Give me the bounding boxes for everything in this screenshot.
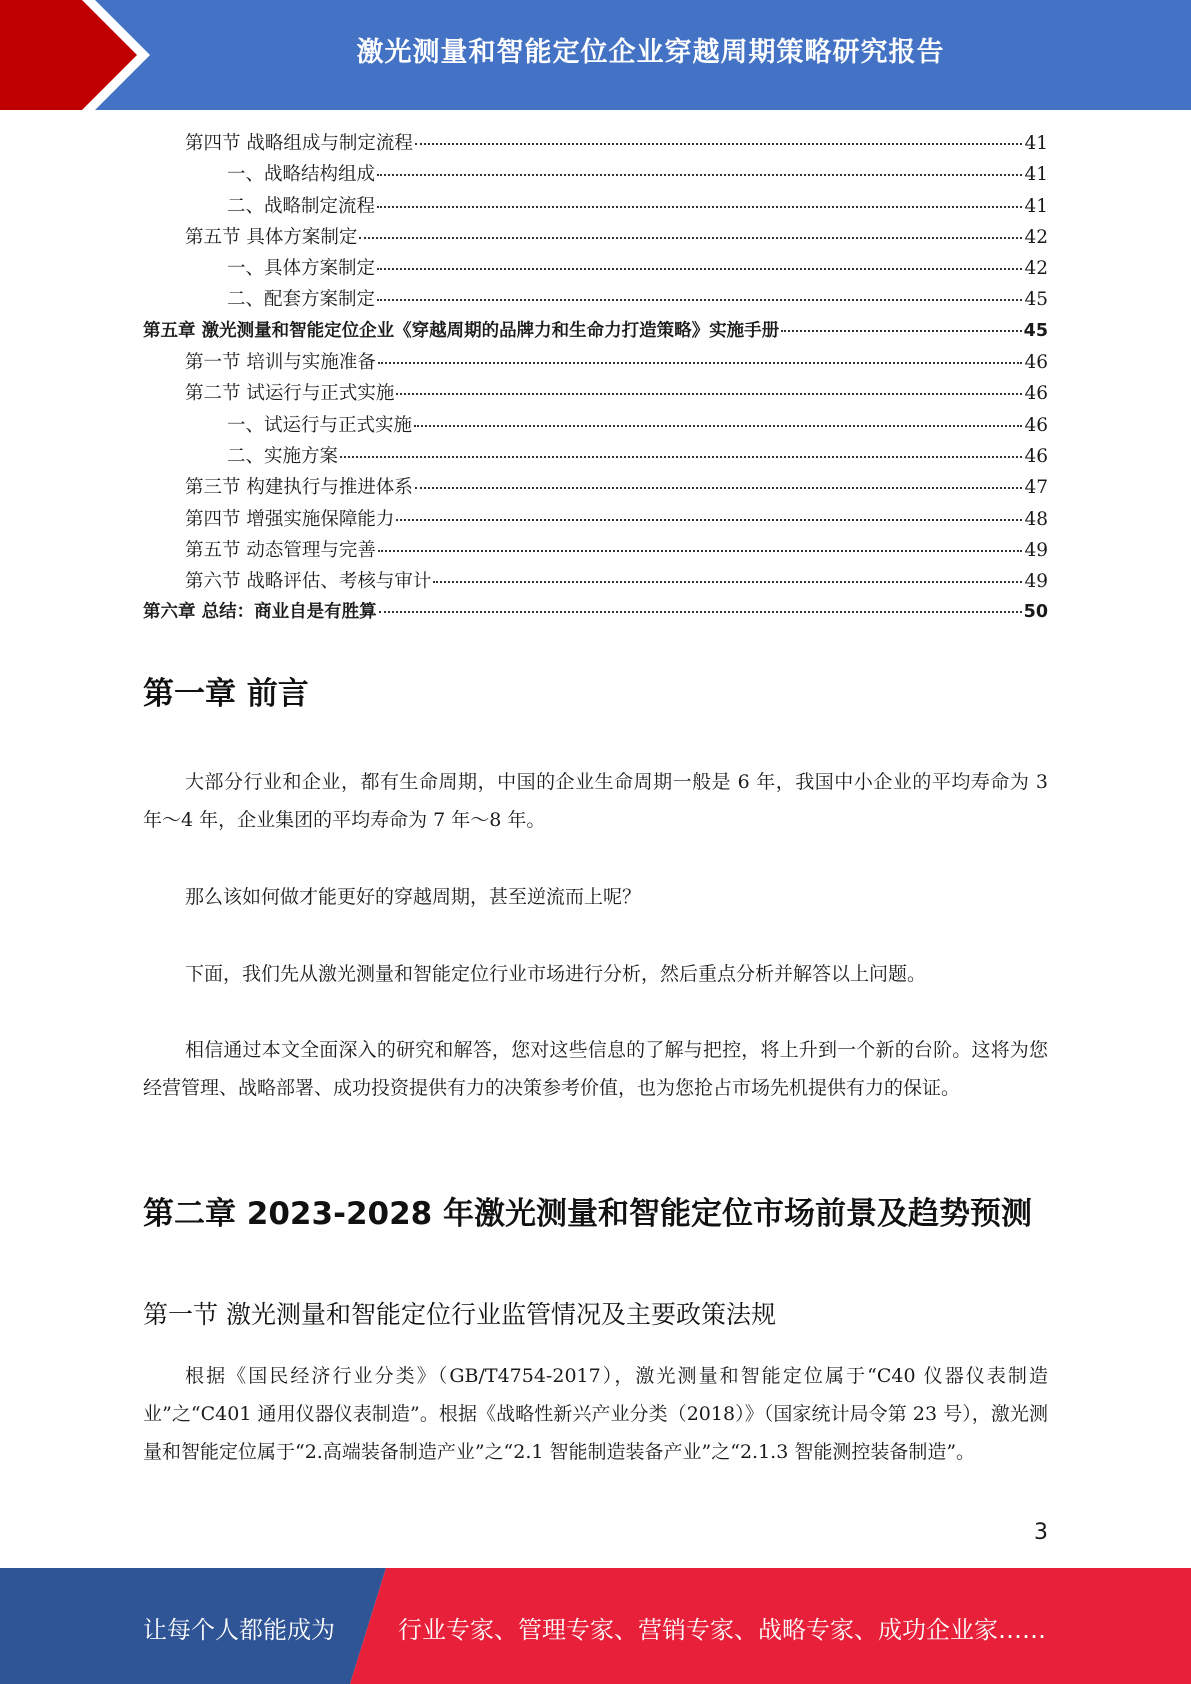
toc-entry-page: 46 (1024, 414, 1048, 436)
toc-entry[interactable] (143, 597, 1048, 628)
toc-entry-label: 第四节 战略组成与制定流程 (185, 133, 413, 154)
toc-dot-leader (377, 173, 1022, 176)
toc-entry-page: 46 (1024, 352, 1048, 374)
toc-entry[interactable] (143, 222, 1048, 253)
toc-entry[interactable] (143, 253, 1048, 284)
toc-entry-page: 42 (1024, 226, 1048, 248)
page-number: 3 (1034, 1520, 1048, 1545)
toc-entry-page: 49 (1024, 539, 1048, 561)
toc-dot-leader (378, 549, 1023, 552)
report-title: 激光测量和智能定位企业穿越周期策略研究报告 (356, 37, 945, 68)
toc-entry[interactable] (143, 410, 1048, 441)
footer-slogan-left: 让每个人都能成为 (143, 1616, 335, 1644)
section-paragraph: 根据《国民经济行业分类》（GB/T4754-2017），激光测量和智能定位属于“C40 仪器仪表制造业”之“C401 通用仪器仪表制造”。根据《战略性新兴产业分类（2018）》（国家统计局令第 23 号），激光测量和智能定位属于“2.高端装备制造产业”之“2.1 智能制造装备产业”之“2.1.3 智能测控装备制造”。 (143, 1365, 1048, 1463)
toc-dot-leader (377, 205, 1022, 208)
toc-dot-leader (414, 424, 1022, 427)
toc-entry[interactable] (143, 159, 1048, 190)
toc-entry-label: 一、试运行与正式实施 (227, 414, 413, 436)
page-footer (0, 1568, 1191, 1684)
toc-entry-label: 二、实施方案 (227, 445, 339, 467)
chapter-1-paragraph-2: 那么该如何做才能更好的穿越周期，甚至逆流而上呢？ (185, 886, 642, 908)
toc-entry-page: 47 (1024, 477, 1048, 499)
header-chevron-logo (0, 0, 160, 110)
toc-dot-leader (379, 610, 1022, 613)
chapter-1-paragraph-3: 下面，我们先从激光测量和智能定位行业市场进行分析，然后重点分析并解答以上问题。 (185, 963, 927, 985)
toc-dot-leader (415, 486, 1023, 489)
toc-entry-page: 45 (1023, 320, 1048, 341)
toc-dot-leader (415, 142, 1023, 145)
toc-entry[interactable] (143, 441, 1048, 472)
toc-entry-page: 41 (1024, 195, 1048, 217)
toc-entry-page: 46 (1024, 445, 1048, 467)
toc-dot-leader (433, 580, 1022, 583)
toc-entry[interactable] (143, 378, 1048, 409)
toc-entry[interactable] (143, 316, 1048, 347)
toc-entry-page: 48 (1024, 508, 1048, 530)
toc-entry-label: 第三节 构建执行与推进体系 (185, 477, 413, 499)
toc-dot-leader (396, 392, 1022, 395)
toc-entry-label: 第四节 增强实施保障能力 (185, 508, 395, 530)
table-of-contents (143, 128, 1048, 629)
toc-dot-leader (359, 236, 1022, 239)
toc-entry-page: 41 (1024, 164, 1048, 186)
chapter-1-paragraph-1: 大部分行业和企业，都有生命周期，中国的企业生命周期一般是 6 年，我国中小企业的平均寿命为 3 年～4 年，企业集团的平均寿命为 7 年～8 年。 (143, 771, 1048, 831)
toc-entry-label: 二、战略制定流程 (227, 195, 376, 217)
toc-entry-label: 第六节 战略评估、考核与审计 (185, 571, 432, 593)
toc-entry[interactable] (143, 566, 1048, 597)
toc-dot-leader (781, 329, 1022, 332)
toc-dot-leader (340, 455, 1022, 458)
toc-entry-label: 第五章 激光测量和智能定位企业《穿越周期的品牌力和生命力打造策略》实施手册 (143, 320, 780, 341)
toc-entry-page: 46 (1024, 383, 1048, 405)
toc-dot-leader (377, 267, 1022, 270)
chapter-2-title: 第二章 2023-2028 年激光测量和智能定位市场前景及趋势预测 (143, 1196, 1033, 1232)
toc-dot-leader (377, 298, 1022, 301)
toc-entry-label: 二、配套方案制定 (227, 289, 376, 311)
chapter-1-title: 第一章 前言 (143, 676, 309, 712)
toc-entry-label: 第二节 试运行与正式实施 (185, 383, 395, 405)
toc-entry-page: 42 (1024, 258, 1048, 280)
toc-dot-leader (396, 518, 1022, 521)
toc-entry[interactable] (143, 347, 1048, 378)
toc-entry[interactable] (143, 191, 1048, 222)
toc-entry[interactable] (143, 504, 1048, 535)
toc-entry-page: 45 (1024, 289, 1048, 311)
toc-entry[interactable] (143, 128, 1048, 159)
toc-entry-label: 第一节 培训与实施准备 (185, 352, 376, 374)
toc-entry[interactable] (143, 284, 1048, 315)
chapter-1-paragraph-4: 相信通过本文全面深入的研究和解答，您对这些信息的了解与把控，将上升到一个新的台阶。这将为您经营管理、战略部署、成功投资提供有力的决策参考价值，也为您抢占市场先机提供有力的保证。 (143, 1039, 1048, 1099)
toc-entry-page: 49 (1024, 571, 1048, 593)
toc-entry-label: 第五节 动态管理与完善 (185, 539, 376, 561)
toc-entry[interactable] (143, 472, 1048, 503)
toc-entry[interactable] (143, 535, 1048, 566)
footer-slogan-right: 行业专家、管理专家、营销专家、战略专家、成功企业家…… (398, 1616, 1046, 1644)
toc-entry-label: 一、战略结构组成 (227, 164, 376, 186)
toc-entry-label: 第六章 总结：商业自是有胜算 (143, 602, 377, 623)
toc-entry-page: 41 (1024, 133, 1048, 154)
section-title: 第一节 激光测量和智能定位行业监管情况及主要政策法规 (143, 1300, 776, 1329)
toc-entry-page: 50 (1023, 602, 1048, 623)
page-header (0, 0, 1191, 110)
toc-entry-label: 第五节 具体方案制定 (185, 226, 358, 248)
toc-dot-leader (378, 361, 1023, 364)
toc-entry-label: 一、具体方案制定 (227, 258, 376, 280)
